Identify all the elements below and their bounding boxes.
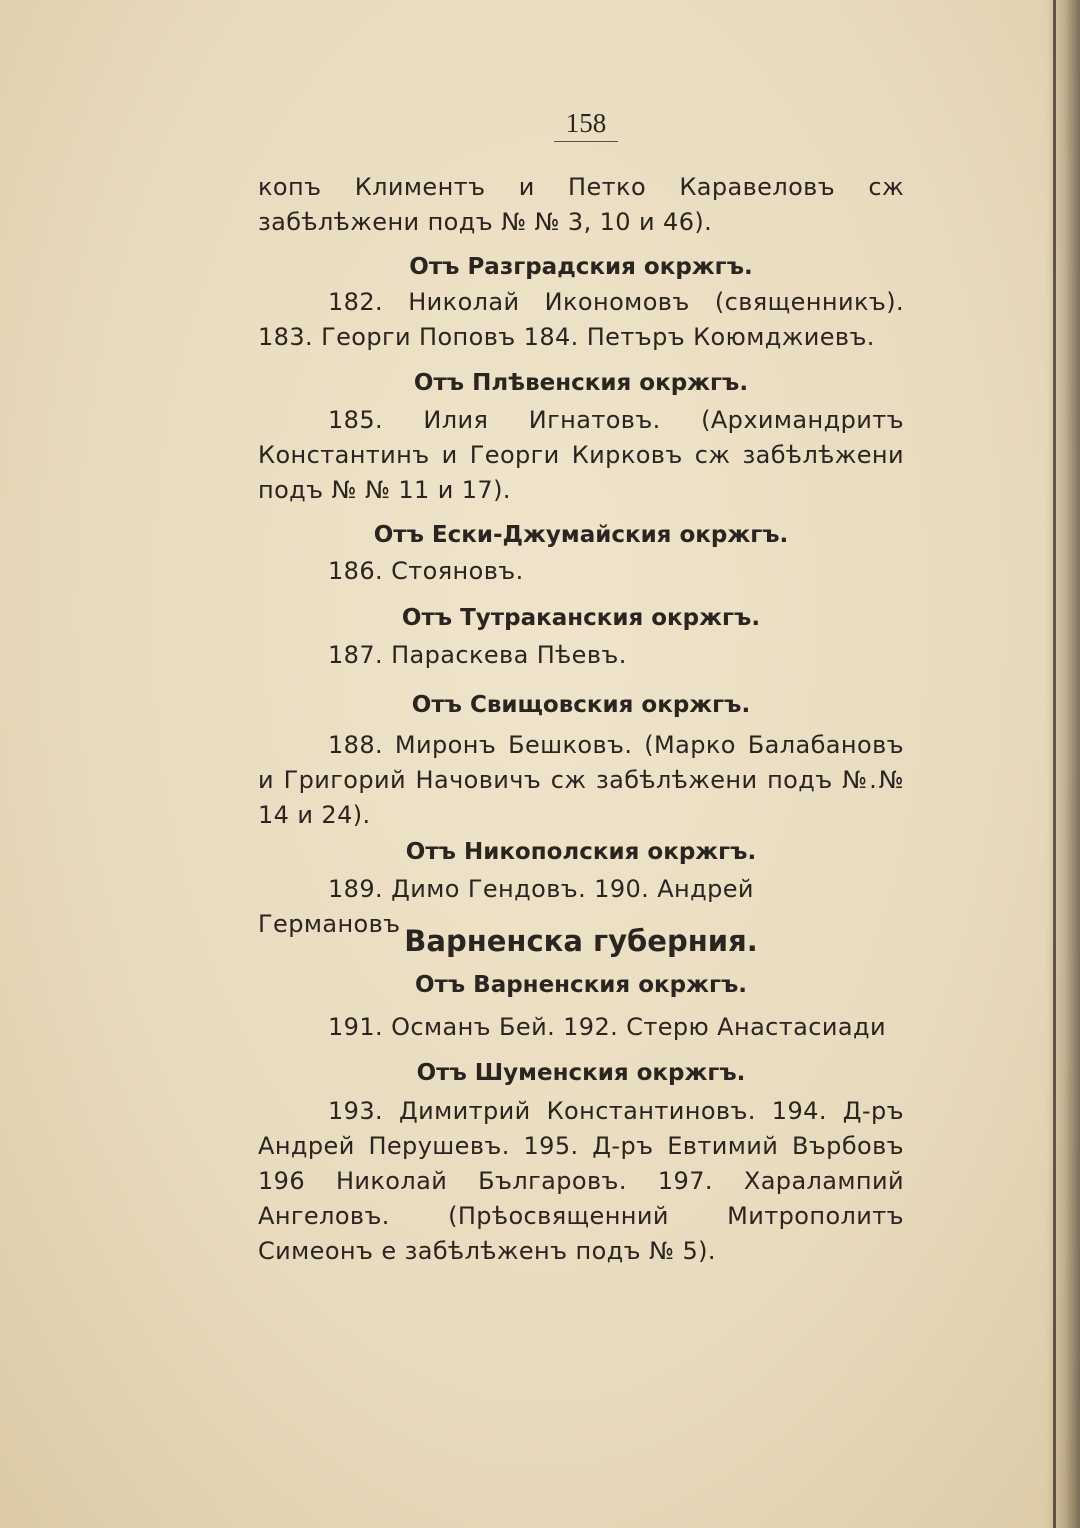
page-number-rule [554,141,618,142]
continuation-paragraph: копъ Климентъ и Петко Каравеловъ сж забѣлѣжени подъ № № 3, 10 и 46). [258,173,904,236]
section-entries-razgrad: 182. Николай Икономовъ (священникъ). 183. Георги Поповъ 184. Петъръ Коюмджиевъ. [258,288,904,351]
section-entries-varna: 191. Османъ Бей. 192. Стерю Анастасиади [328,1013,886,1041]
section-heading-varna: Отъ Варненския окржгъ. [414,972,747,998]
section-entries-tutrakan: 187. Параскева Пѣевъ. [328,641,627,669]
page-number: 158 [565,108,607,138]
section-entries-svishtov: 188. Миронъ Бешковъ. (Марко Балабановъ и Григорий Начовичъ сж забѣлѣжени подъ №.№ 14 и 24). [258,731,904,829]
section-heading-pleven: Отъ Плѣвенския окржгъ. [413,370,749,396]
section-entries-eski-dzhumaya: 186. Стояновъ. [328,557,524,585]
section-entries-pleven: 185. Илия Игнатовъ. (Архимандритъ Константинъ и Георги Кирковъ сж забѣлѣжени подъ № № 11 и 17). [258,406,904,504]
section-heading-razgrad: Отъ Разградския окржгъ. [409,254,753,280]
section-entries-nikopol: 189. Димо Гендовъ. 190. Андрей Германовъ [258,875,754,938]
book-spine-edge [1053,0,1056,1528]
section-heading-eski-dzhumaya: Отъ Ески-Джумайския окржгъ. [373,522,789,548]
province-title: Варненска губерния. [404,924,758,958]
book-spine-shadow [1046,0,1080,1528]
section-entries-shumen: 193. Димитрий Константиновъ. 194. Д-ръ Андрей Перушевъ. 195. Д-ръ Евтимий Върбовъ 196 Николай Българовъ. 197. Харалампий Ангеловъ. (Прѣосвященний Митрополитъ Симеонъ е забѣлѣженъ подъ № 5). [258,1097,904,1265]
section-heading-shumen: Отъ Шуменския окржгъ. [416,1060,746,1086]
section-heading-svishtov: Отъ Свищовския окржгъ. [411,692,751,718]
section-heading-tutrakan: Отъ Тутраканския окржгъ. [401,605,761,631]
section-heading-nikopol: Отъ Никополския окржгъ. [405,839,757,865]
